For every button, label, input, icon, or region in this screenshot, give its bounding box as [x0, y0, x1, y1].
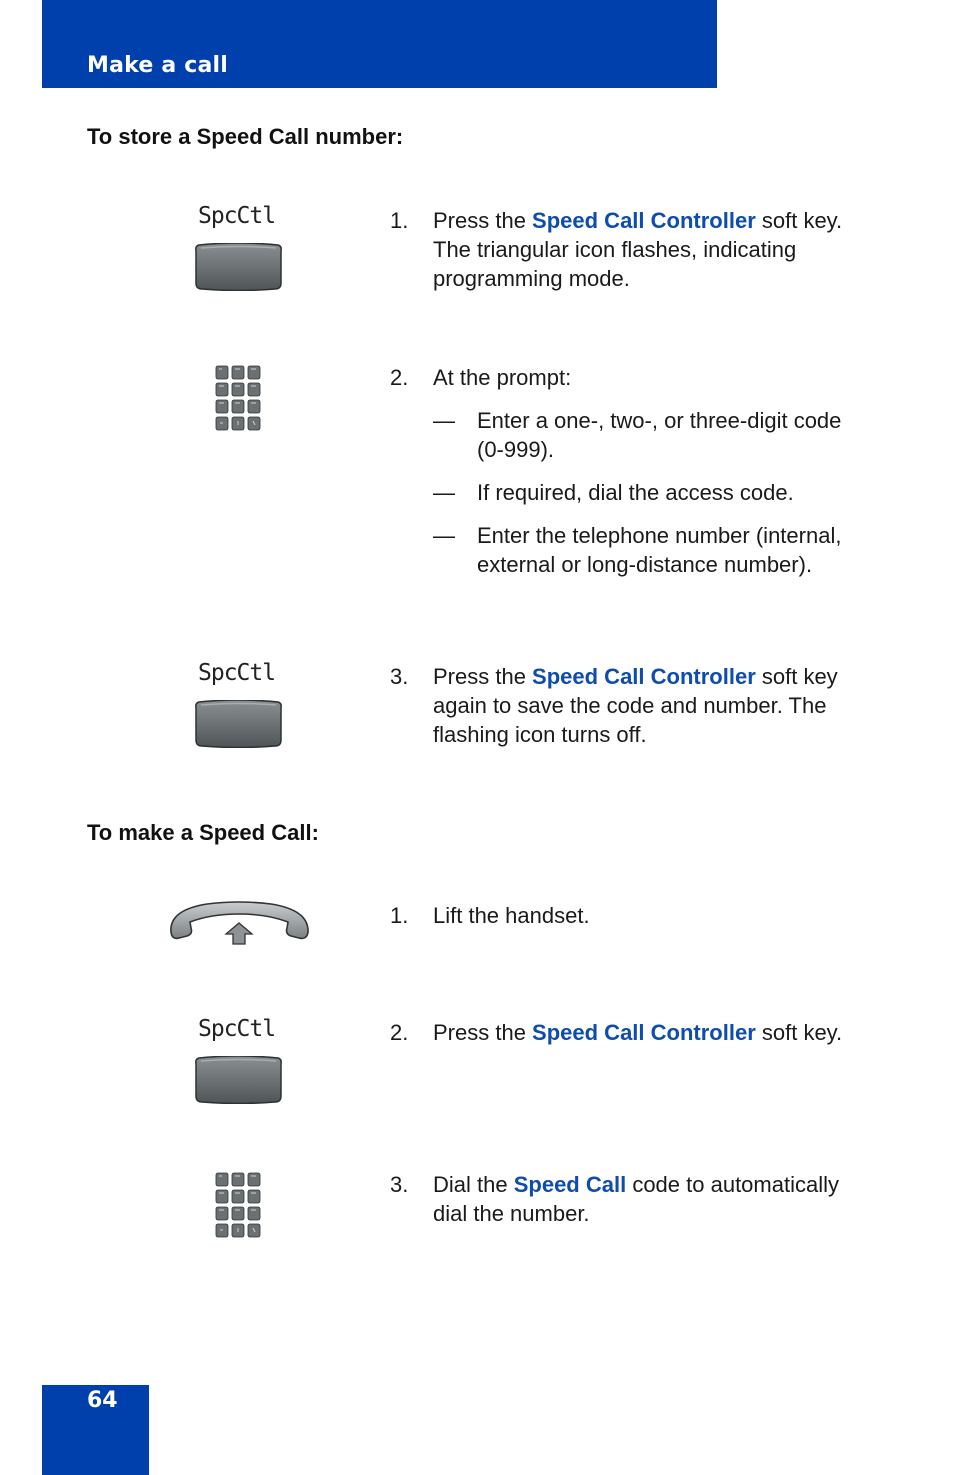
step-highlight: Speed Call Controller: [532, 664, 756, 689]
step-text: soft key again to save the code and number. The flashing icon turns off.: [433, 664, 838, 747]
step-text: Press the: [433, 664, 533, 689]
store-step-3: [390, 662, 870, 749]
section-heading-make: To make a Speed Call:: [87, 820, 319, 845]
step-number: 3.: [390, 664, 409, 689]
make-step-2: [390, 1018, 870, 1047]
make-step-3: [390, 1170, 870, 1228]
softkey-label: SpcCtl: [198, 1016, 276, 1042]
step-number: 3.: [390, 1172, 409, 1197]
step-number: 1.: [390, 903, 409, 928]
dash: —: [433, 480, 455, 505]
sub-item-text: Enter the telephone number (internal, external or long-distance number).: [477, 523, 842, 577]
sub-item-text: Enter a one-, two-, or three-digit code (0-999).: [477, 408, 842, 462]
step-text: Dial the: [433, 1172, 514, 1197]
softkey-label: SpcCtl: [198, 203, 276, 229]
sub-item: [433, 521, 870, 579]
step-text: Lift the handset.: [433, 903, 590, 928]
step-highlight: Speed Call Controller: [532, 1020, 756, 1045]
step-text: soft key. The triangular icon flashes, indicating programming mode.: [433, 208, 843, 291]
step-number: 2.: [390, 1020, 409, 1045]
header-title: Make a call: [87, 53, 229, 78]
store-step-1: [390, 206, 870, 293]
sub-item: [433, 478, 870, 507]
sub-item-text: If required, dial the access code.: [477, 480, 794, 505]
dialpad-icon: [214, 364, 264, 434]
softkey-button-icon[interactable]: [195, 243, 282, 291]
step-text: code to automatically dial the number.: [433, 1172, 839, 1226]
softkey-button-icon[interactable]: [195, 700, 282, 748]
softkey-button-icon[interactable]: [195, 1056, 282, 1104]
step-text: At the prompt:: [433, 365, 572, 390]
step-text: Press the: [433, 208, 533, 233]
dialpad-icon: [214, 1171, 264, 1241]
header-bar: [42, 0, 717, 88]
section-heading-store: To store a Speed Call number:: [87, 124, 404, 149]
step-text: soft key.: [755, 1020, 843, 1045]
dash: —: [433, 523, 455, 548]
dash: —: [433, 408, 455, 433]
step-highlight: Speed Call: [513, 1172, 627, 1197]
step-highlight: Speed Call Controller: [532, 208, 756, 233]
handset-lift-icon: [167, 898, 312, 948]
page-number: 64: [87, 1388, 118, 1413]
softkey-label: SpcCtl: [198, 660, 276, 686]
step-number: 1.: [390, 208, 409, 233]
store-step-2: [390, 363, 870, 579]
make-step-1: [390, 901, 870, 930]
step-number: 2.: [390, 365, 409, 390]
sub-item: [433, 406, 870, 464]
page-number-box: [42, 1385, 149, 1475]
step-text: Press the: [433, 1020, 533, 1045]
